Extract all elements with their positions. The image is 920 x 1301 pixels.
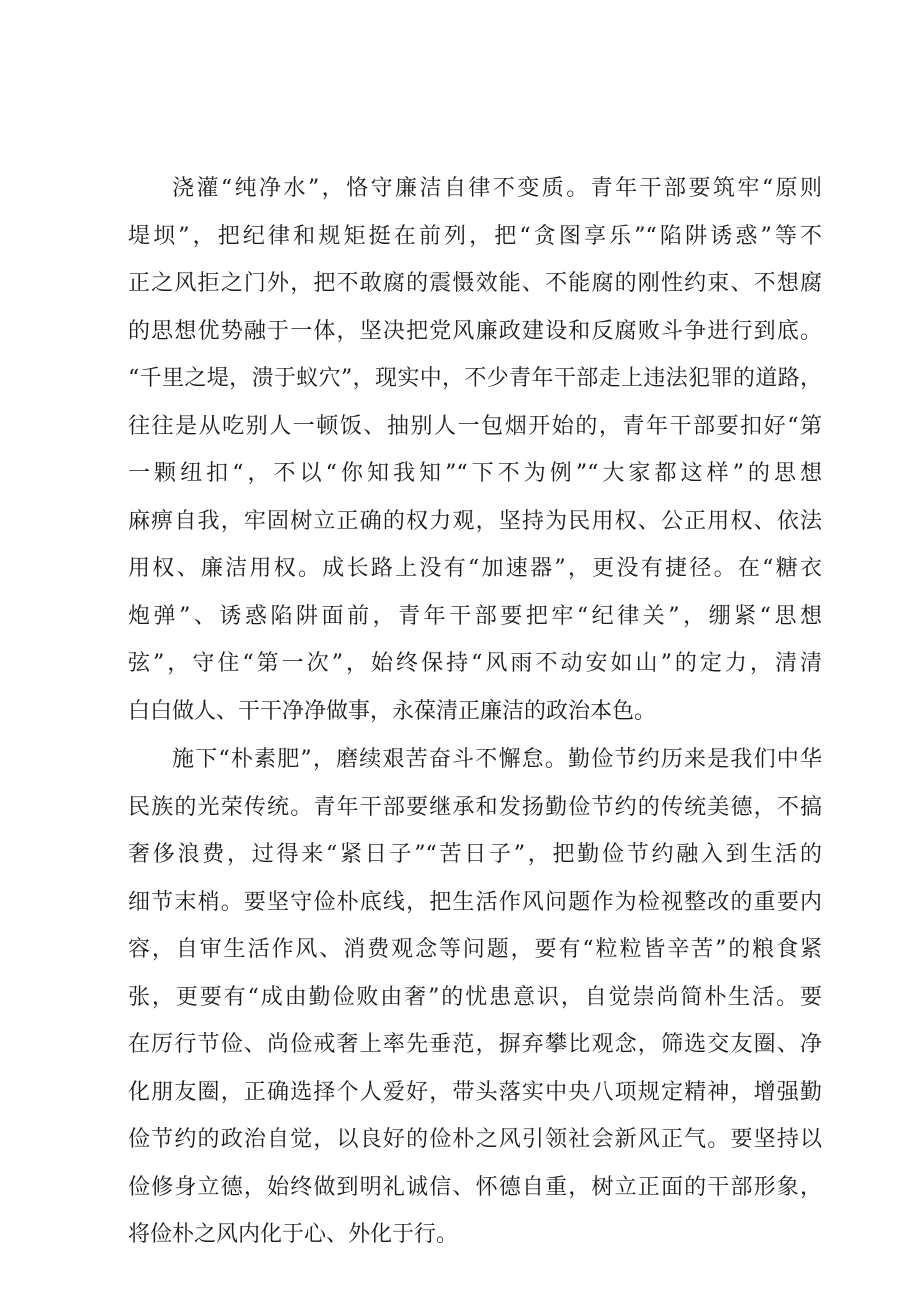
text-line: 化朋友圈，正确选择个人爱好，带头落实中央八项规定精神，增强勤	[128, 1079, 822, 1105]
text-line: 的思想优势融于一体，坚决把党风廉政建设和反腐败斗争进行到底。	[128, 318, 822, 344]
text-line: 往往是从吃别人一顿饭、抽别人一包烟开始的，青年干部要扣好“第	[128, 413, 822, 439]
text-line: 白白做人、干干净净做事，永葆清正廉洁的政治本色。	[128, 698, 657, 724]
text-line: 弦”，守住“第一次”，始终保持“风雨不动安如山”的定力，清清	[128, 651, 822, 676]
text-line: 俭节约的政治自觉，以良好的俭朴之风引领社会新风正气。要坚持以	[128, 1127, 822, 1152]
text-line: 施下“朴素肥”，磨续艰苦奋斗不懈怠。勤俭节约历来是我们中华	[172, 747, 822, 772]
text-line: 奢侈浪费，过得来“紧日子”“苦日子”，把勤俭节约融入到生活的	[128, 842, 822, 867]
text-line: “千里之堤，溃于蚁穴”，现实中，不少青年干部走上违法犯罪的道路，	[128, 366, 822, 391]
text-line: 民族的光荣传统。青年干部要继承和发扬勤俭节约的传统美德，不搞	[128, 794, 822, 820]
paragraph-frugality	[128, 736, 822, 1259]
paragraph-integrity	[128, 165, 822, 735]
text-line: 细节末梢。要坚守俭朴底线，把生活作风问题作为检视整改的重要内	[128, 889, 822, 915]
text-line: 堤坝”，把纪律和规矩挺在前列，把“贪图享乐”“陷阱诱惑”等不	[128, 223, 822, 249]
text-line: 用权、廉洁用权。成长路上没有“加速器”，更没有捷径。在“糖衣	[128, 556, 822, 581]
text-line: 麻痹自我，牢固树立正确的权力观，坚持为民用权、公正用权、依法	[128, 508, 822, 534]
text-line: 炮弹”、诱惑陷阱面前，青年干部要把牢“纪律关”，绷紧“思想	[128, 603, 822, 629]
text-line: 一颗纽扣“，不以“你知我知”“下不为例”“大家都这样”的思想	[128, 461, 822, 486]
text-line: 容，自审生活作风、消费观念等问题，要有“粒粒皆辛苦”的粮食紧	[128, 937, 822, 962]
text-line: 正之风拒之门外，把不敢腐的震慑效能、不能腐的刚性约束、不想腐	[128, 271, 822, 296]
text-line: 在厉行节俭、尚俭戒奢上率先垂范，摒弃攀比观念，筛选交友圈、净	[128, 1032, 822, 1057]
text-line: 将俭朴之风内化于心、外化于行。	[128, 1222, 459, 1247]
text-line: 张，更要有“成由勤俭败由奢”的忧患意识，自觉崇尚简朴生活。要	[128, 984, 822, 1010]
document-body	[128, 165, 822, 1259]
text-line: 浇灌“纯净水”，恪守廉洁自律不变质。青年干部要筑牢“原则	[172, 176, 822, 201]
text-line: 俭修身立德，始终做到明礼诚信、怀德自重，树立正面的干部形象，	[128, 1174, 822, 1200]
